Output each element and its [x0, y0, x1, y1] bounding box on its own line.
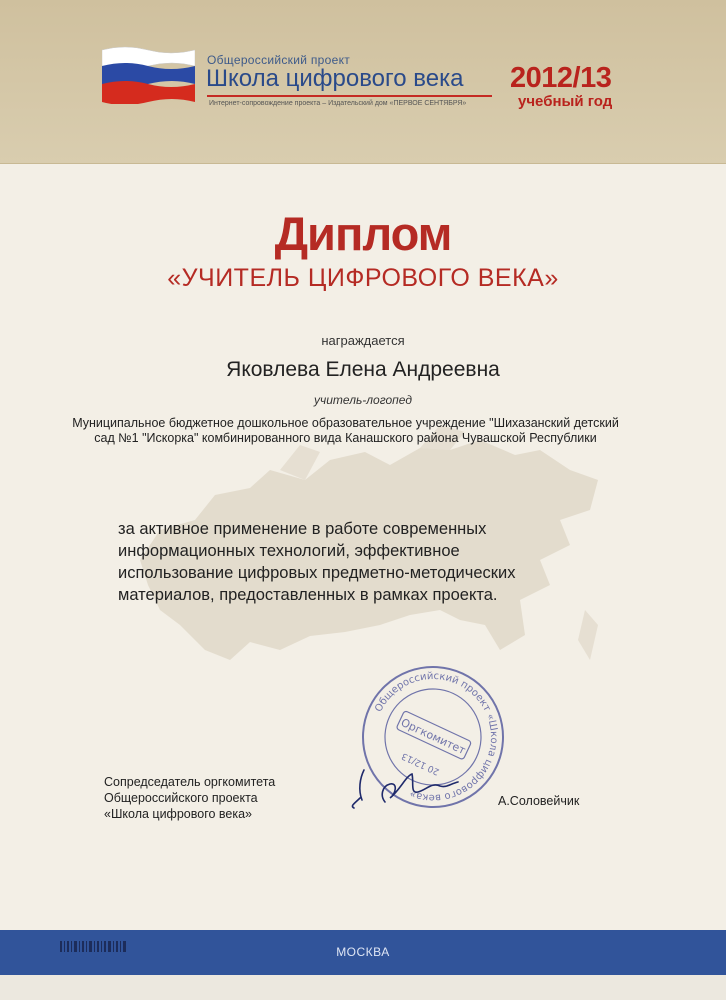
reason-line: информационных технологий, эффективное — [118, 542, 460, 560]
bottom-margin — [0, 975, 726, 1000]
reason-line: за активное применение в работе современных — [118, 520, 487, 538]
project-subtitle: Интернет-сопровождение проекта – Издательский дом «ПЕРВОЕ СЕНТЯБРЯ» — [209, 100, 467, 107]
reason-line: материалов, предоставленных в рамках проекта. — [118, 586, 498, 604]
signatory-role-line: Общероссийского проекта — [104, 791, 258, 805]
stamp-date-text: 20 12/13 — [400, 750, 442, 777]
russian-flag-icon — [102, 46, 195, 104]
diploma-subtitle: «УЧИТЕЛЬ ЦИФРОВОГО ВЕКА» — [167, 264, 559, 292]
awarded-label: награждается — [321, 333, 405, 348]
signatory-role-line: «Школа цифрового века» — [104, 807, 253, 821]
signatory-role — [104, 774, 275, 822]
signer-name: А.Соловейчик — [498, 794, 580, 808]
academic-year: 2012/13 — [510, 62, 612, 94]
footer-city: МОСКВА — [336, 945, 390, 959]
academic-year-label: учебный год — [518, 93, 613, 110]
stamp-center-text: Оргкомитет — [398, 715, 468, 758]
header-divider — [207, 95, 492, 97]
stamp-ring-text: Общероссийский проект «Школа цифрового века» — [373, 670, 500, 804]
diploma-title: Диплом — [274, 207, 452, 260]
reason-line: использование цифровых предметно-методических — [118, 564, 516, 582]
recipient-name: Яковлева Елена Андреевна — [226, 358, 500, 381]
award-reason — [118, 518, 558, 606]
recipient-organization: Муниципальное бюджетное дошкольное образовательное учреждение "Шихазанский детский сад №1 "Искорка" комбинированного вида Канашского района Чувашской Республики — [72, 416, 619, 445]
project-label: Общероссийский проект — [207, 53, 351, 67]
recipient-position: учитель-логопед — [314, 393, 412, 407]
handwritten-signature — [340, 760, 490, 820]
project-title: Школа цифрового века — [206, 65, 464, 92]
signatory-role-line: Сопредседатель оргкомитета — [104, 775, 276, 789]
